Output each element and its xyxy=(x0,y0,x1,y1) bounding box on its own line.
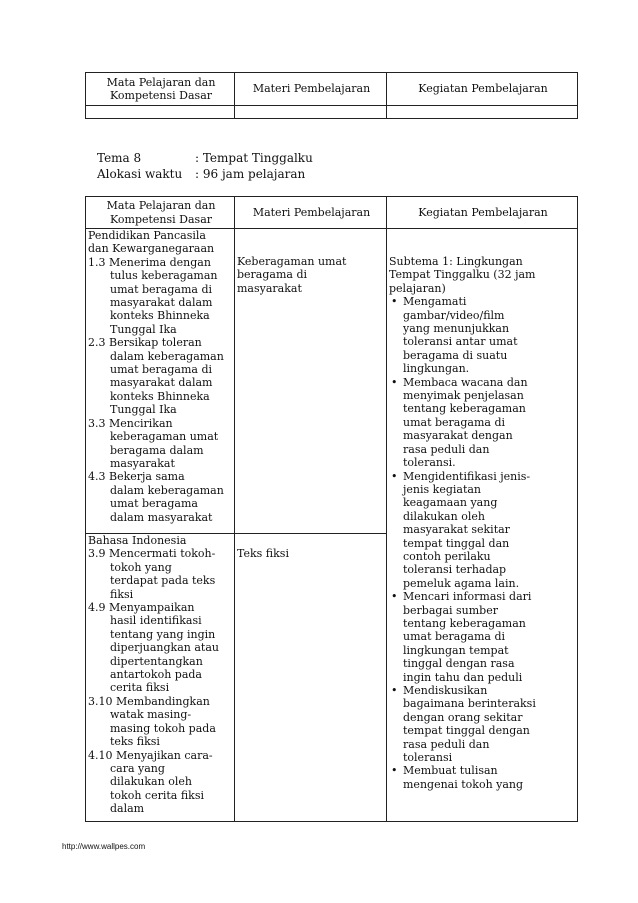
empty-cell xyxy=(387,106,578,119)
main-col-kegiatan: Kegiatan Pembelajaran xyxy=(387,197,578,229)
source-url: http://www.wallpes.com xyxy=(62,842,146,851)
activity-item: • Mengamati gambar/video/film yang menunjukkan toleransi antar umat beragama di suatu lingkungan. xyxy=(391,295,518,376)
curriculum-table xyxy=(85,196,578,822)
kd-item: 4.9 Menyampaikan hasil identifikasi tentang yang ingin diperjuangkan atau dipertentangkan antartokoh pada cerita fiksi xyxy=(88,601,219,695)
activity-item: • Mendiskusikan bagaimana berinteraksi dengan orang sekitar tempat tinggal dengan rasa peduli dan toleransi xyxy=(391,684,536,765)
kd-item: 1.3 Menerima dengan tulus keberagaman umat beragama di masyarakat dalam konteks Bhinneka Tunggal Ika xyxy=(88,255,218,336)
ppkn-competencies xyxy=(86,229,235,534)
activity-list xyxy=(389,295,577,791)
header-table xyxy=(85,72,578,119)
kd-item: 2.3 Bersikap toleran dalam keberagaman umat beragama di masyarakat dalam konteks Bhinneka Tunggal Ika xyxy=(88,336,224,417)
theme-info xyxy=(97,150,313,182)
bindo-competencies xyxy=(86,534,235,822)
subject-name: dan Kewarganegaraan xyxy=(88,242,215,256)
activity-item: • Membuat tulisan mengenai tokoh yang xyxy=(391,764,524,791)
tema-label: Tema 8 xyxy=(97,151,142,165)
alokasi-value: : 96 jam pelajaran xyxy=(195,167,306,181)
header-col-subject: Mata Pelajaran dan Kompetensi Dasar xyxy=(86,73,235,106)
kegiatan-cell xyxy=(387,229,578,822)
kd-item: 3.3 Mencirikan keberagaman umat beragama dalam masyarakat xyxy=(88,416,219,470)
empty-cell xyxy=(235,106,387,119)
subtema-title: Subtema 1: Lingkungan Tempat Tinggalku (32 jam pelajaran) xyxy=(389,255,536,295)
bindo-materi: Teks fiksi xyxy=(235,534,387,822)
kd-item: 3.9 Mencermati tokoh- tokoh yang terdapat pada teks fiksi xyxy=(88,547,216,601)
kd-item: 4.3 Bekerja sama dalam keberagaman umat beragama dalam masyarakat xyxy=(88,470,224,524)
subject-name: Bahasa Indonesia xyxy=(88,534,187,547)
header-col-kegiatan: Kegiatan Pembelajaran xyxy=(387,73,578,106)
activity-item: • Mencari informasi dari berbagai sumber tentang keberagaman umat beragama di lingkungan tempat tinggal dengan rasa ingin tahu dan peduli xyxy=(391,590,532,684)
empty-cell xyxy=(86,106,235,119)
alokasi-label: Alokasi waktu xyxy=(97,167,183,181)
activity-item: • Membaca wacana dan menyimak penjelasan tentang keberagaman umat beragama di masyarakat dengan rasa peduli dan toleransi. xyxy=(391,375,528,470)
main-col-materi: Materi Pembelajaran xyxy=(235,197,387,229)
main-col-subject: Mata Pelajaran dan Kompetensi Dasar xyxy=(86,197,235,229)
ppkn-materi: Keberagaman umat beragama di masyarakat xyxy=(235,229,387,534)
tema-value: : Tempat Tinggalku xyxy=(195,151,313,165)
subject-name: Pendidikan Pancasila xyxy=(88,229,206,242)
kd-item: 4.10 Menyajikan cara- cara yang dilakukan oleh tokoh cerita fiksi dalam xyxy=(88,748,213,816)
header-col-materi: Materi Pembelajaran xyxy=(235,73,387,106)
activity-item: • Mengidentifikasi jenis- jenis kegiatan keagamaan yang dilakukan oleh masyarakat sekitar tempat tinggal dan contoh perilaku toleransi terhadap pemeluk agama lain. xyxy=(391,469,531,590)
kd-item: 3.10 Membandingkan watak masing- masing tokoh pada teks fiksi xyxy=(88,694,216,749)
